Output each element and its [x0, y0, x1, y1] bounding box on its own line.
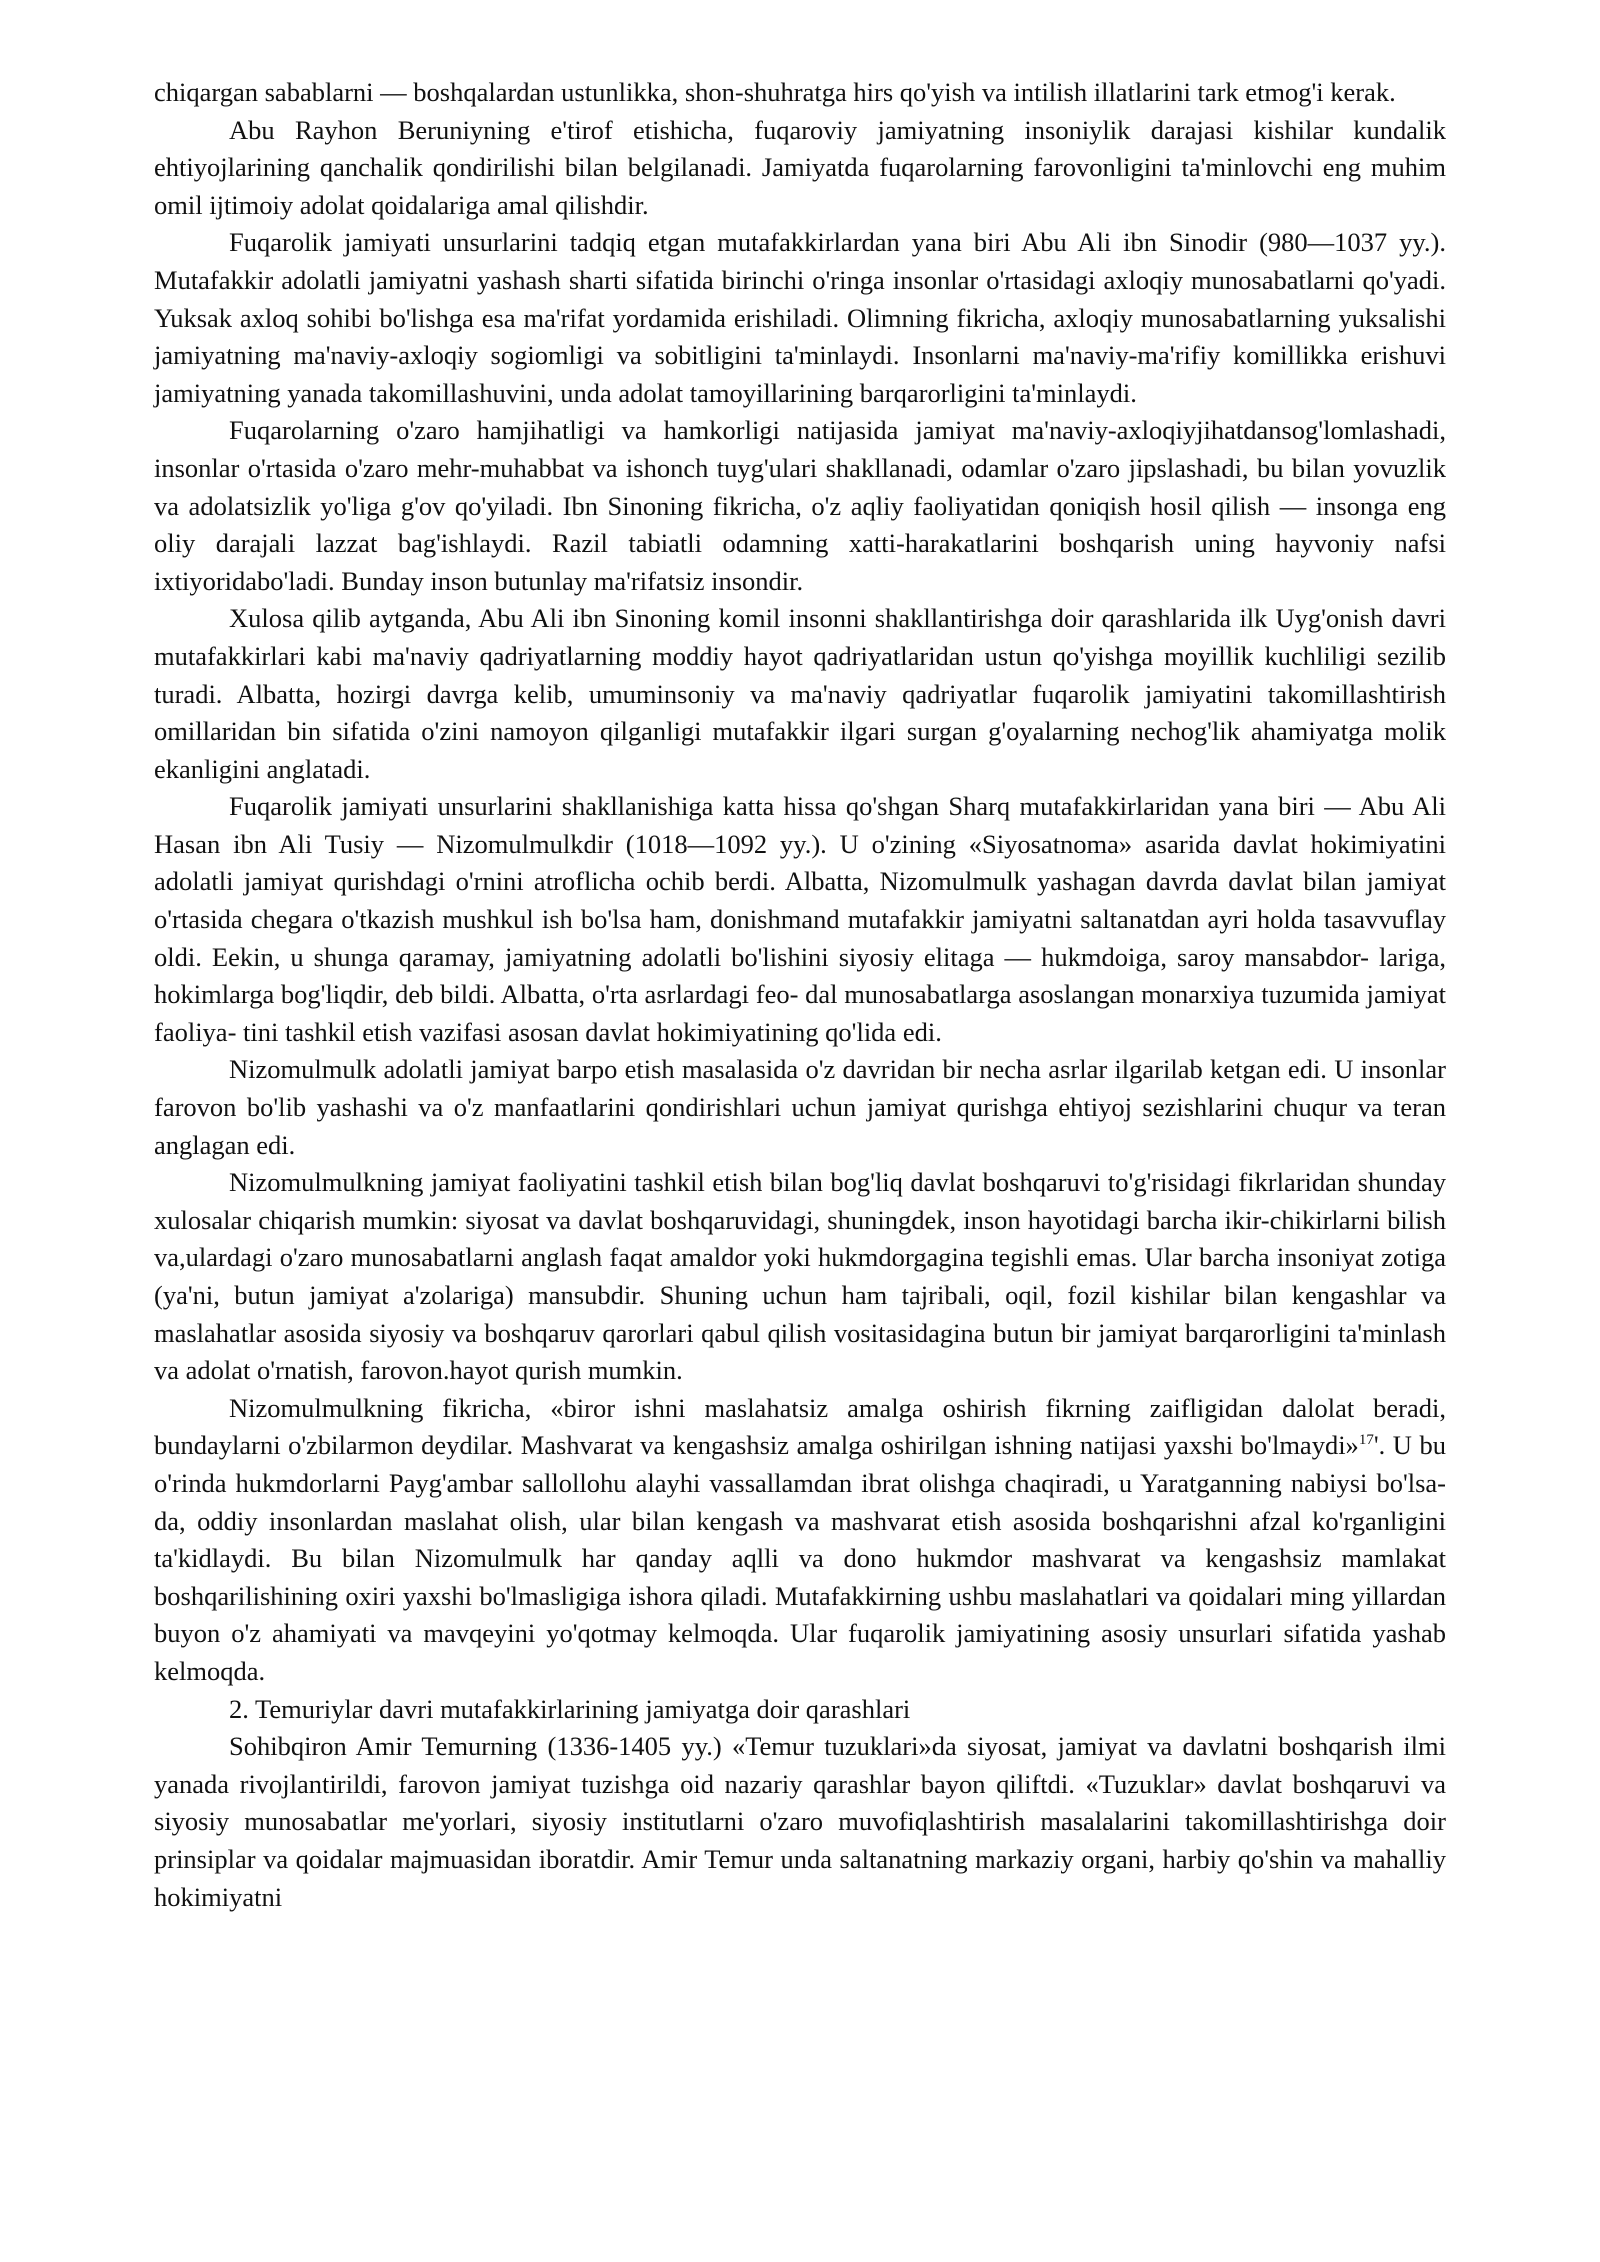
paragraph-temur: Sohibqiron Amir Temurning (1336-1405 yy.) «Temur tuzuklari»da siyosat, jamiyat va davlatni boshqarish ilmi yanada rivojlantirildi, farovon jamiyat tuzishga oid nazariy qarashlar bayon qiliftdi. «Tuzuklar» davlat boshqaruvi va siyosiy munosabatlar me'yorlari, siyosiy institutlarni o'zaro muvofiqlashtirish masalalarini takomillashtirishga doir prinsiplar va qoidalar majmuasidan iboratdir. Amir Temur unda saltanatning markaziy organi, harbiy qo'shin va mahalliy hokimiyatni [154, 1731, 1446, 1912]
section-heading: 2. Temuriylar davri mutafakkirlarining jamiyatga doir qarashlari [229, 1693, 911, 1724]
paragraph-conclusion: Xulosa qilib aytganda, Abu Ali ibn Sinoning komil insonni shakllantirishga doir qarashlarida ilk Uyg'onish davri mutafakkirlari kabi ma'naviy qadriyatlarning moddiy hayot qadriyatlaridan ustun qo'yishga moyillik kuchliligi sezilib turadi. Albatta, hozirgi davrga kelib, umuminsoniy va ma'naviy qadriyatlar fuqarolik jamiyatini takomillashtirish omillaridan bin sifatida o'zini namoyon qilganligi mutafakkir ilgari surgan g'oyalarning nechog'lik ahamiyatga molik ekanligini anglatadi. [154, 603, 1446, 784]
paragraph-cooperation: Fuqarolarning o'zaro hamjihatligi va hamkorligi natijasida jamiyat ma'naviy-axloqiyjihatdansog'lomlashadi, insonlar o'rtasida o'zaro mehr-muhabbat va ishonch tuyg'ulari shakllanadi, odamlar o'zaro jipslashadi, bu bilan yovuzlik va adolatsizlik yo'liga g'ov qo'yiladi. Ibn Sinoning fikricha, o'z aqliy faoliyatidan qoniqish hosil qilish — insonga eng oliy darajali lazzat bag'ishlaydi. Razil tabiatli odamning xatti-harakatlarini boshqarish uning hayvoniy nafsi ixtiyoridabo'ladi. Bunday inson butunlay ma'rifatsiz insondir. [154, 415, 1446, 596]
paragraph-nizomulmulk: Fuqarolik jamiyati unsurlarini shakllanishiga katta hissa qo'shgan Sharq mutafakkirlaridan yana biri — Abu Ali Hasan ibn Ali Tusiy — Nizomulmulkdir (1018—1092 yy.). U o'zining «Siyosatnoma» asarida davlat hokimiyatini adolatli jamiyat qurishdagi o'rnini atroflicha ochib berdi. Albatta, Nizomulmulk yashagan davrda davlat bilan jamiyat o'rtasida chegara o'tkazish mushkul ish bo'lsa ham, donishmand mutafakkir jamiyatni saltanatdan ayri holda tasavvuflay oldi. Eekin, u shunga qaramay, jamiyatning adolatli bo'lishini siyosiy elitaga — hukmdoiga, saroy mansabdor- lariga, hokimlarga bog'liqdir, deb bildi. Albatta, o'rta asrlardagi feo- dal munosabatlarga asoslangan monarxiya tuzumida jamiyat faoliya- tini tashkil etish vazifasi asosan davlat hokimiyatining qo'lida edi. [154, 791, 1446, 1047]
paragraph-ibn-sino: Fuqarolik jamiyati unsurlarini tadqiq etgan mutafakkirlardan yana biri Abu Ali ibn Sinodir (980—1037 yy.). Mutafakkir adolatli jamiyatni yashash sharti sifatida birinchi o'ringa insonlar o'rtasidagi axloqiy munosabatlarni qo'yadi. Yuksak axloq sohibi bo'lishga esa ma'rifat yordamida erishiladi. Olimning fikricha, axloqiy munosabatlarning yuksalishi jamiyatning ma'naviy-axloqiy sogiomligi va sobitligini ta'minlaydi. Insonlarni ma'naviy-ma'rifiy komillikka erishuvi jamiyatning yanada takomillashuvini, unda adolat tamoyillarining barqarorligini ta'minlaydi. [154, 227, 1446, 408]
quote-continuation: '. U bu o'rinda hukmdorlarni Payg'ambar sallollohu alayhi vassallamdan ibrat olishga chaqiradi, u Yaratganning nabiysi bo'lsa-da, oddiy insonlardan maslahat olish, ular bilan kengash va mashvarat etish asosida boshqarishni afzal ko'rganligini ta'kidlaydi. Bu bilan Nizomulmulk har qanday aqlli va dono hukmdor mashvarat va kengashsiz mamlakat boshqarilishining oxiri yaxshi bo'lmasligiga ishora qiladi. Mutafakkirning ushbu maslahatlari va qoidalari ming yillardan buyon o'z ahamiyati va mavqeyini yo'qotmay kelmoqda. Ular fuqarolik jamiyatining asosiy unsurlari sifatida yashab kelmoqda. [154, 1430, 1446, 1686]
paragraph-quote [154, 1390, 1446, 1691]
footnote-marker: 17 [1358, 1432, 1374, 1449]
paragraph-just-society: Nizomulmulk adolatli jamiyat barpo etish masalasida o'z davridan bir necha asrlar ilgarilab ketgan edi. U insonlar farovon bo'lib yashashi va o'z manfaatlarini qondirishlari uchun jamiyat qurishga ehtiyoj sezishlarini chuqur va teran anglagan edi. [154, 1054, 1446, 1160]
paragraph-beruniy: Abu Rayhon Beruniyning e'tirof etishicha, fuqaroviy jamiyatning insoniylik darajasi kishilar kundalik ehtiyojlarining qanchalik qondirilishi bilan belgilanadi. Jamiyatda fuqarolarning farovonligini ta'minlovchi eng muhim omil ijtimoiy adolat qoidalariga amal qilishdir. [154, 114, 1446, 220]
paragraph-continuation: chiqargan sabablarni — boshqalardan ustunlikka, shon-shuhratga hirs qo'yish va intilish illatlarini tark etmog'i kerak. [154, 77, 1396, 107]
paragraph-governance: Nizomulmulkning jamiyat faoliyatini tashkil etish bilan bog'liq davlat boshqaruvi to'g'risidagi fikrlaridan shunday xulosalar chiqarish mumkin: siyosat va davlat boshqaruvidagi, shuningdek, inson hayotidagi barcha ikir-chikirlarni bilish va,ulardagi o'zaro munosabatlarni anglash faqat amaldor yoki hukmdorgagina tegishli emas. Ular barcha insoniyat zotiga (ya'ni, butun jamiyat a'zolariga) mansubdir. Shuning uchun ham tajribali, oqil, fozil kishilar bilan kengashlar va maslahatlar asosida siyosiy va boshqaruv qarorlari qabul qilish vositasidagina butun bir jamiyat barqarorligini ta'minlash va adolat o'rnatish, farovon.hayot qurish mumkin. [154, 1167, 1446, 1386]
quote-text: Nizomulmulkning fikricha, «biror ishni maslahatsiz amalga oshirish fikrning zaifligidan dalolat beradi, bundaylarni o'zbilarmon deydilar. Mashvarat va kengashsiz amalga oshirilgan ishning natijasi yaxshi bo'lmaydi» [154, 1392, 1446, 1461]
document-page [154, 74, 1446, 1916]
